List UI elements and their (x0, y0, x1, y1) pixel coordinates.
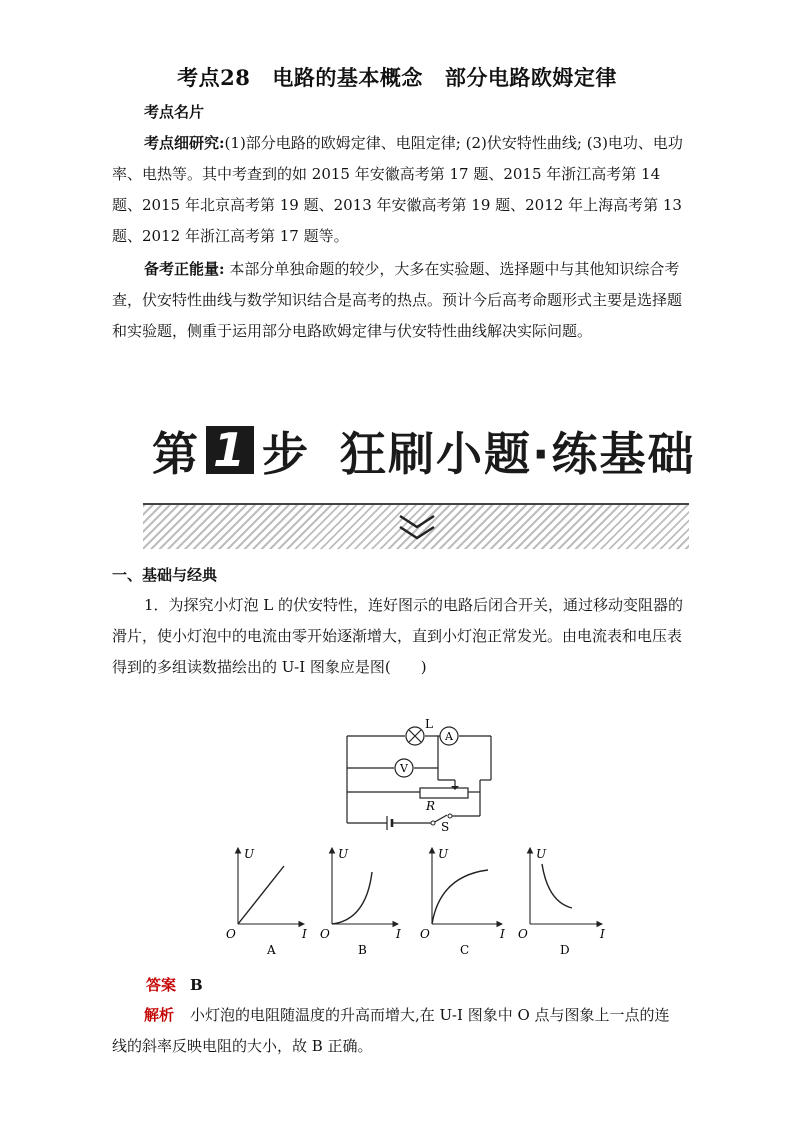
lamp-icon (406, 727, 424, 745)
graph-label-d: D (560, 943, 570, 957)
prep-label: 备考正能量: (144, 260, 225, 278)
card-heading: 考点名片 (144, 103, 205, 121)
switch-label: S (441, 820, 450, 834)
svg-text:U: U (244, 847, 255, 861)
graph-option-c (420, 847, 505, 957)
detail-label: 考点细研究: (144, 134, 225, 152)
topic-title-a: 电路的基本概念 (272, 65, 423, 90)
graph-option-d (518, 847, 605, 957)
prep-paragraph (112, 254, 684, 347)
svg-text:I: I (600, 927, 605, 941)
svg-text:O: O (320, 927, 330, 941)
svg-text:I: I (500, 927, 505, 941)
answer-label: 答案 (146, 976, 177, 994)
topic-title-b: 部分电路欧姆定律 (444, 65, 617, 90)
analysis-paragraph (112, 1000, 684, 1062)
detail-text: (1)部分电路的欧姆定律、电阻定律; (2)伏安特性曲线; (3)电功、电功率、电热等。其中考查到的如 2015 年安徽高考第 17 题、2015 年浙江高考第 14 题、2015 年北京高考第 19 题、2013 年安徽高考第 19 题、2012 年上海高考第 13 题、2012 年浙江高考第 17 题等。 (112, 134, 683, 245)
graph-label-c: C (460, 943, 470, 957)
step-banner: 第 1 步 狂刷小题·练基础 (152, 423, 696, 481)
svg-text:O: O (226, 927, 236, 941)
detail-paragraph (112, 128, 684, 252)
ammeter-label: A (445, 730, 453, 743)
analysis-label: 解析 (144, 1006, 175, 1024)
lamp-label: L (425, 717, 433, 731)
answer-value: B (190, 976, 203, 994)
svg-text:I: I (396, 927, 401, 941)
topic-code: 考点28 (177, 65, 251, 90)
circuit-diagram (335, 717, 495, 834)
question-text: 1．为探究小灯泡 L 的伏安特性，连好图示的电路后闭合开关，通过移动变阻器的滑片，使小灯泡中的电流由零开始逐渐增大，直到小灯泡正常发光。由电流表和电压表得到的多组读数描绘出的 U-I 图象应是图( ) (112, 596, 684, 676)
svg-text:I: I (302, 927, 307, 941)
page-title (0, 62, 794, 92)
section-title: 一、基础与经典 (112, 566, 218, 584)
step-number-badge: 1 (206, 426, 254, 474)
svg-text:U: U (338, 847, 349, 861)
graph-label-b: B (358, 943, 367, 957)
double-chevron-down-icon (396, 512, 438, 544)
voltmeter-label: V (400, 762, 408, 775)
prep-text: 本部分单独命题的较少，大多在实验题、选择题中与其他知识综合考查，伏安特性曲线与数学知识结合是高考的热点。预计今后高考命题形式主要是选择题和实验题，侧重于运用部分电路欧姆定律与伏安特性曲线解决实际问题。 (112, 260, 683, 340)
graph-label-a: A (267, 943, 276, 957)
answer-line (146, 970, 346, 1001)
analysis-text: 小灯泡的电阻随温度的升高而增大,在 U-I 图象中 O 点与图象上一点的连线的斜率反映电阻的大小，故 B 正确。 (112, 1006, 670, 1055)
svg-text:O: O (518, 927, 528, 941)
rheostat-label: R (426, 799, 436, 813)
svg-text:U: U (438, 847, 449, 861)
ui-graph-options (220, 840, 615, 965)
graph-option-b (320, 847, 401, 957)
svg-text:O: O (420, 927, 430, 941)
svg-text:U: U (536, 847, 547, 861)
graph-option-a (226, 847, 307, 957)
